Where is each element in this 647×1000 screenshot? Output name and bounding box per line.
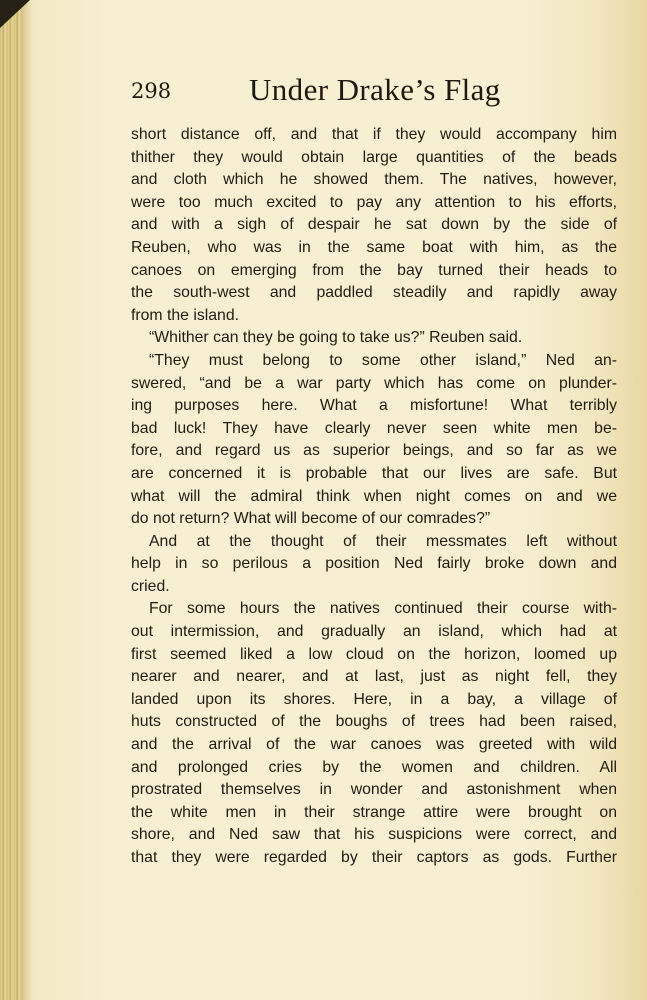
text-line: the south-west and paddled steadily and rapidly away <box>131 284 617 302</box>
paragraph <box>131 531 617 599</box>
text-line: cried. <box>131 577 170 595</box>
text-line: huts constructed of the boughs of trees had been raised, <box>131 713 617 731</box>
paragraph <box>131 124 617 327</box>
text-line: out intermission, and gradually an island, which had at <box>131 623 617 641</box>
text-line: from the island. <box>131 306 239 324</box>
text-line: landed upon its shores. Here, in a bay, a village of <box>131 690 617 708</box>
text-line: prostrated themselves in wonder and astonishment when <box>131 781 617 799</box>
text-line: “They must belong to some other island,” Ned an- <box>149 351 617 369</box>
text-line: that they were regarded by their captors as gods. Further <box>131 849 617 866</box>
text-line: and the arrival of the war canoes was greeted with wild <box>131 736 617 754</box>
text-line: first seemed liked a low cloud on the horizon, loomed up <box>131 645 617 663</box>
paragraph <box>131 327 617 350</box>
text-line: shore, and Ned saw that his suspicions were correct, and <box>131 826 617 844</box>
text-line: And at the thought of their messmates left without <box>149 532 617 550</box>
text-line: are concerned it is probable that our lives are safe. But <box>131 464 617 482</box>
text-line: “Whither can they be going to take us?” Reuben said. <box>149 329 523 347</box>
text-line: thither they would obtain large quantities of the beads <box>131 148 617 166</box>
text-line: help in so perilous a position Ned fairly broke down and <box>131 555 617 573</box>
text-line: what will the admiral think when night comes on and we <box>131 487 617 505</box>
text-line: bad luck! They have clearly never seen white men be- <box>131 419 617 437</box>
text-line: For some hours the natives continued their course with- <box>149 600 617 618</box>
text-line: ing purposes here. What a misfortune! What terribly <box>131 397 617 415</box>
text-line: nearer and nearer, and at last, just as night fell, they <box>131 668 617 686</box>
text-line: swered, “and be a war party which has come on plunder- <box>131 374 617 392</box>
running-title: Under Drake’s Flag <box>249 72 501 107</box>
text-line: canoes on emerging from the bay turned their heads to <box>131 261 617 279</box>
text-line: do not return? What will become of our comrades?” <box>131 510 491 528</box>
paragraph <box>131 350 617 531</box>
book-spine <box>0 0 22 1000</box>
page-number: 298 <box>131 79 172 103</box>
text-line: and with a sigh of despair he sat down by the side of <box>131 216 617 234</box>
text-line: and cloth which he showed them. The natives, however, <box>131 171 617 189</box>
page-header <box>131 72 617 112</box>
paragraph <box>131 598 617 869</box>
text-line: Reuben, who was in the same boat with him, as the <box>131 238 617 256</box>
spine-shadow <box>22 0 32 1000</box>
text-line: were too much excited to pay any attention to his efforts, <box>131 193 617 211</box>
text-line: and prolonged cries by the women and children. All <box>131 758 617 776</box>
text-line: fore, and regard us as superior beings, and so far as we <box>131 442 617 460</box>
body-text <box>131 124 617 870</box>
text-line: short distance off, and that if they would accompany him <box>131 126 617 143</box>
text-line: the white men in their strange attire were brought on <box>131 803 617 821</box>
